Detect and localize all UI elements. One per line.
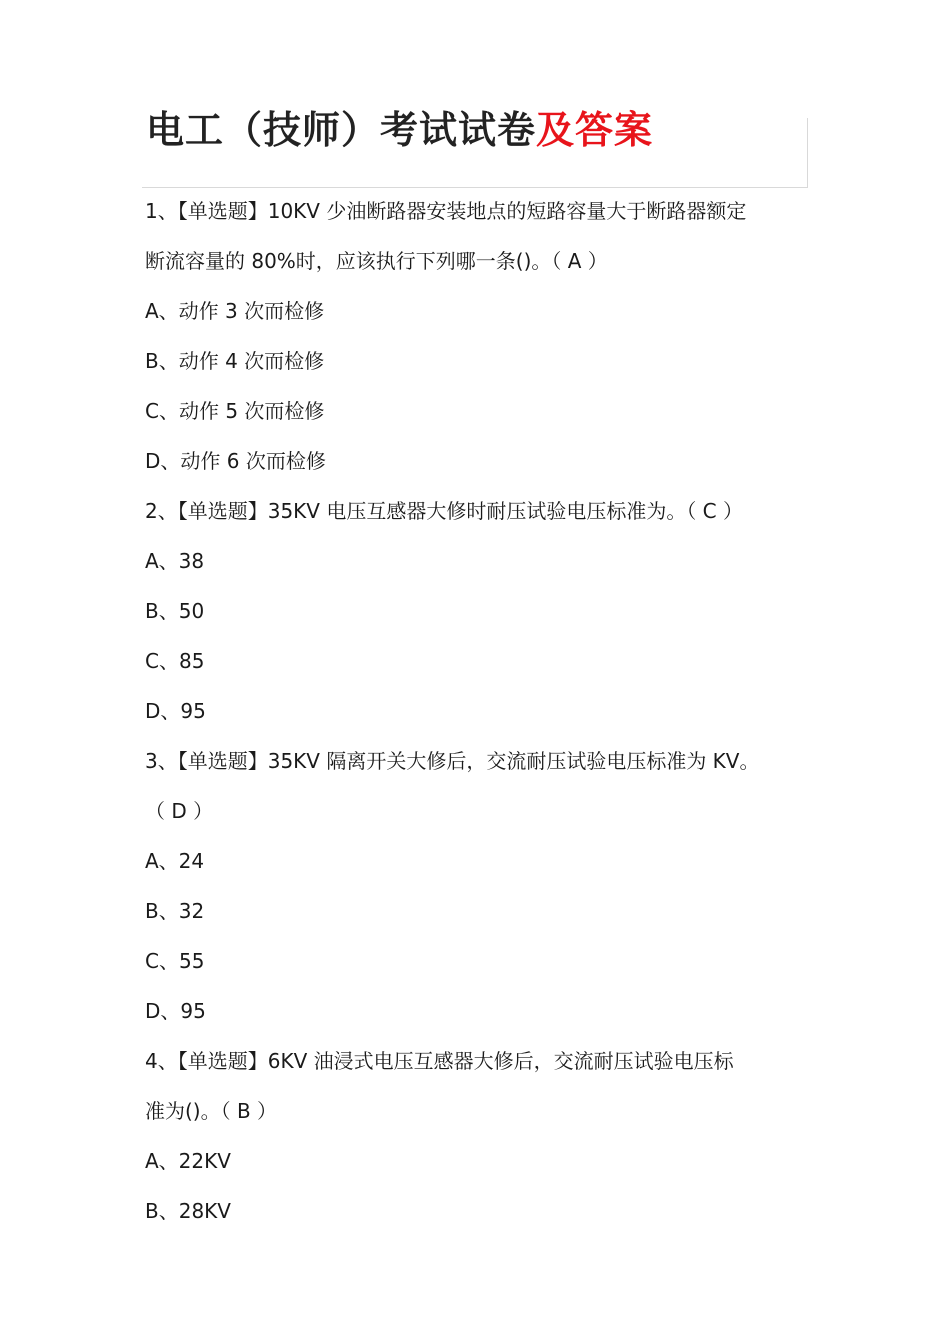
question-3-option-c: C、55 xyxy=(145,949,205,973)
question-4-option-a: A、22KV xyxy=(145,1149,231,1173)
question-3-option-d: D、95 xyxy=(145,999,206,1023)
question-3-option-b: B、32 xyxy=(145,899,205,923)
question-2-option-d: D、95 xyxy=(145,699,206,723)
question-3-option-a: A、24 xyxy=(145,849,205,873)
question-2-option-b: B、50 xyxy=(145,599,205,623)
question-2-option-c: C、85 xyxy=(145,649,205,673)
question-2-option-a: A、38 xyxy=(145,549,205,573)
question-4-stem-line-2: 准为()。（ B ） xyxy=(145,1099,278,1123)
question-1-stem-line-1: 1、【单选题】10KV 少油断路器安装地点的短路容量大于断路器额定 xyxy=(145,199,747,223)
question-1-option-a: A、动作 3 次而检修 xyxy=(145,299,325,323)
question-list xyxy=(145,186,815,1236)
question-3-stem-line-2: （ D ） xyxy=(145,799,214,823)
question-3-stem-line-1: 3、【单选题】35KV 隔离开关大修后，交流耐压试验电压标准为 KV。 xyxy=(145,749,760,773)
question-1-option-d: D、动作 6 次而检修 xyxy=(145,449,326,473)
page-title xyxy=(146,106,653,154)
question-1-option-c: C、动作 5 次而检修 xyxy=(145,399,325,423)
question-4-option-b: B、28KV xyxy=(145,1199,231,1223)
page-title-main: 电工（技师）考试试卷 xyxy=(146,108,537,152)
question-2-stem-line-1: 2、【单选题】35KV 电压互感器大修时耐压试验电压标准为。（ C ） xyxy=(145,499,744,523)
page-title-highlight: 及答案 xyxy=(536,108,654,152)
question-1-option-b: B、动作 4 次而检修 xyxy=(145,349,325,373)
question-4-stem-line-1: 4、【单选题】6KV 油浸式电压互感器大修后，交流耐压试验电压标 xyxy=(145,1049,734,1073)
question-1-stem-line-2: 断流容量的 80%时，应该执行下列哪一条()。（ A ） xyxy=(145,249,608,273)
